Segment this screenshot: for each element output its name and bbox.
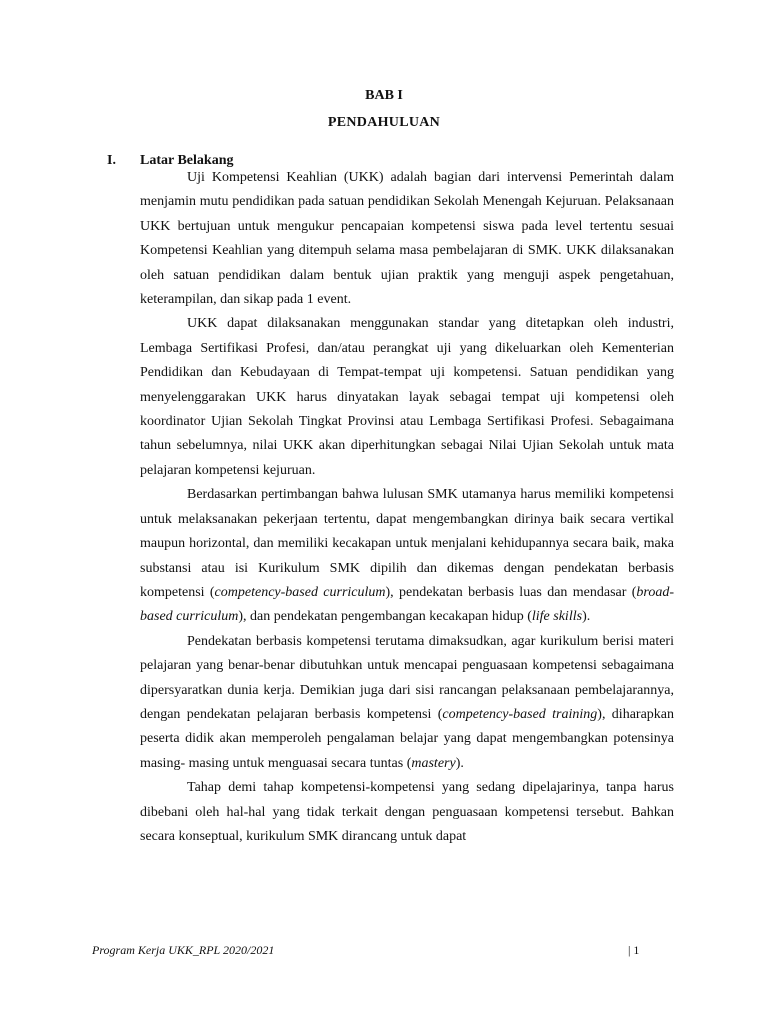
text-run: ). — [582, 609, 591, 625]
text-run: Tahap demi tahap kompetensi-kompetensi yang sedang dipelajarinya, tanpa harus dibebani oleh hal-hal yang tidak terkait dengan penguasaan kompetensi tersebut. Bahkan secara konseptual, kurikulum SMK dirancang untuk dapat — [140, 780, 674, 844]
body-text — [140, 166, 674, 849]
italic-term: competency-based training — [442, 706, 598, 722]
text-run: ), pendekatan berbasis luas dan mendasar ( — [385, 584, 637, 600]
section-title: Latar Belakang — [140, 153, 234, 168]
paragraph — [140, 630, 674, 776]
italic-term: broad-based curriculum — [140, 584, 674, 625]
italic-term: competency-based curriculum — [214, 584, 386, 600]
text-run: ), dan pendekatan pengembangan kecakapan hidup ( — [238, 609, 532, 625]
paragraph — [140, 312, 674, 483]
text-run: Uji Kompetensi Keahlian (UKK) adalah bagian dari intervensi Pemerintah dalam menjamin mutu pendidikan pada satuan pendidikan Sekolah Menengah Kejuruan. Pelaksanaan UKK bertujuan untuk mengukur pencapaian kompetensi siswa pada level tertentu sesuai Kompetensi Keahlian yang ditempuh selama masa pembelajaran di SMK. UKK dilaksanakan oleh satuan pendidikan dalam bentuk ujian praktik yang menguji aspek pengetahuan, keterampilan, dan sikap pada 1 event. — [140, 170, 674, 308]
text-run: Pendekatan berbasis kompetensi terutama dimaksudkan, agar kurikulum berisi materi pelajaran yang benar-benar dibutuhkan untuk mencapai penguasaan kompetensi sebagaimana dipersyaratkan dunia kerja. Demikian juga dari sisi rancangan pelaksanaan pembelajarannya, dengan pendekatan pelajaran berbasis kompetensi ( — [140, 633, 674, 722]
italic-term: mastery — [411, 755, 456, 771]
paragraph — [140, 776, 674, 849]
paragraph — [140, 483, 674, 629]
chapter-title: PENDAHULUAN — [327, 115, 441, 130]
text-run: ). — [455, 755, 464, 771]
text-run: ), diharapkan peserta didik akan memperoleh pengalaman belajar yang dapat mengembangkan potensinya masing- masing untuk menguasai secara tuntas ( — [140, 706, 675, 771]
text-run: UKK dapat dilaksanakan menggunakan standar yang ditetapkan oleh industri, Lembaga Sertifikasi Profesi, dan/atau perangkat uji yang dikeluarkan oleh Kementerian Pendidikan dan Kebudayaan di Tempat-tempat uji kompetensi. Satuan pendidikan yang menyelenggarakan UKK harus dinyatakan layak sebagai tempat uji kompetensi oleh koordinator Ujian Sekolah Tingkat Provinsi atau Lembaga Sertifikasi Profesi. Sebagaimana tahun sebelumnya, nilai UKK akan diperhitungkan sebagai Nilai Ujian Sekolah untuk mata pelajaran kompetensi kejuruan. — [140, 316, 674, 478]
section-number: I. — [107, 153, 116, 168]
paragraph — [140, 166, 674, 312]
italic-term: life skills — [531, 609, 583, 625]
footer-document-title: Program Kerja UKK_RPL 2020/2021 — [92, 943, 275, 957]
text-run: Berdasarkan pertimbangan bahwa lulusan SMK utamanya harus memiliki kompetensi untuk melaksanakan pekerjaan tertentu, dapat mengembangkan dirinya baik secara vertikal maupun horizontal, dan memiliki kecakapan untuk menjalani kehidupannya secara baik, maka substansi atau isi Kurikulum SMK dipilih dan dikemas dengan pendekatan berbasis kompetensi ( — [140, 487, 674, 600]
footer-page-number: | 1 — [628, 943, 640, 957]
chapter-label: BAB I — [365, 88, 403, 103]
